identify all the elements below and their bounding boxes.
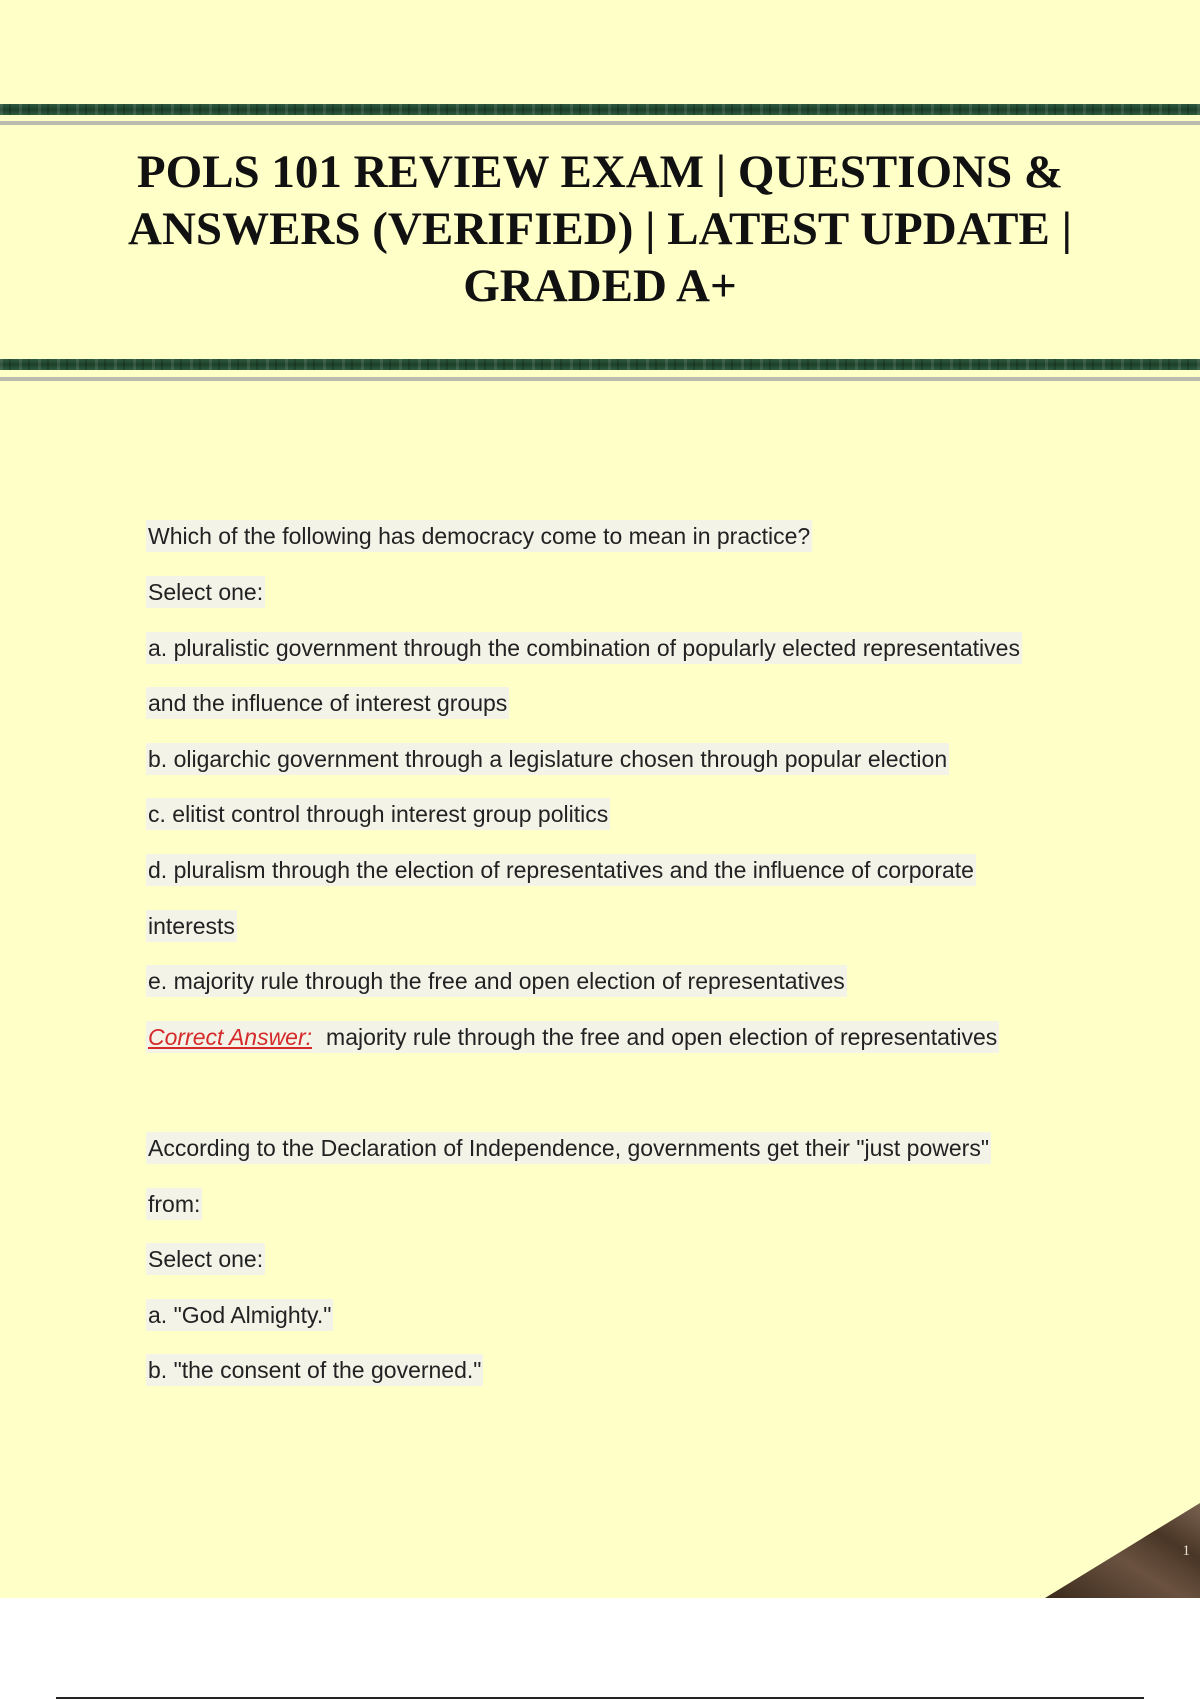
question-1-option-a: a. pluralistic government through the combination of popularly elected representatives [146, 632, 1022, 664]
document-title: POLS 101 REVIEW EXAM | QUESTIONS & ANSWERS (VERIFIED) | LATEST UPDATE | GRADED A+ [128, 146, 1072, 312]
question-1-option-b: b. oligarchic government through a legislature chosen through popular election [146, 743, 949, 775]
question-1-option-d: d. pluralism through the election of representatives and the influence of corporate [146, 854, 976, 886]
footer-divider [56, 1697, 1144, 1699]
header-band-bottom [0, 359, 1200, 370]
question-2-option-a: a. "God Almighty." [146, 1299, 333, 1331]
question-2-option-b: b. "the consent of the governed." [146, 1354, 483, 1386]
page-corner-decoration [1045, 1503, 1200, 1598]
question-1-select-prompt: Select one: [146, 576, 265, 608]
question-2-select-prompt: Select one: [146, 1243, 265, 1275]
page-number: 1 [1182, 1543, 1190, 1559]
correct-answer-text: majority rule through the free and open election of representatives [326, 1024, 998, 1050]
question-2-text: According to the Declaration of Independence, governments get their "just powers" [146, 1132, 991, 1164]
question-1-text: Which of the following has democracy come to mean in practice? [146, 520, 812, 552]
correct-answer-label: Correct Answer: [148, 1024, 313, 1050]
header-rule-top [0, 121, 1200, 125]
question-1-answer [146, 1021, 999, 1053]
header-rule-bottom [0, 377, 1200, 381]
question-1-option-d-continued: interests [146, 910, 237, 942]
question-1-option-a-continued: and the influence of interest groups [146, 687, 509, 719]
question-1-option-c: c. elitist control through interest group politics [146, 798, 610, 830]
question-1-option-e: e. majority rule through the free and open election of representatives [146, 965, 847, 997]
question-2-text-continued: from: [146, 1188, 202, 1220]
header-band-top [0, 104, 1200, 115]
